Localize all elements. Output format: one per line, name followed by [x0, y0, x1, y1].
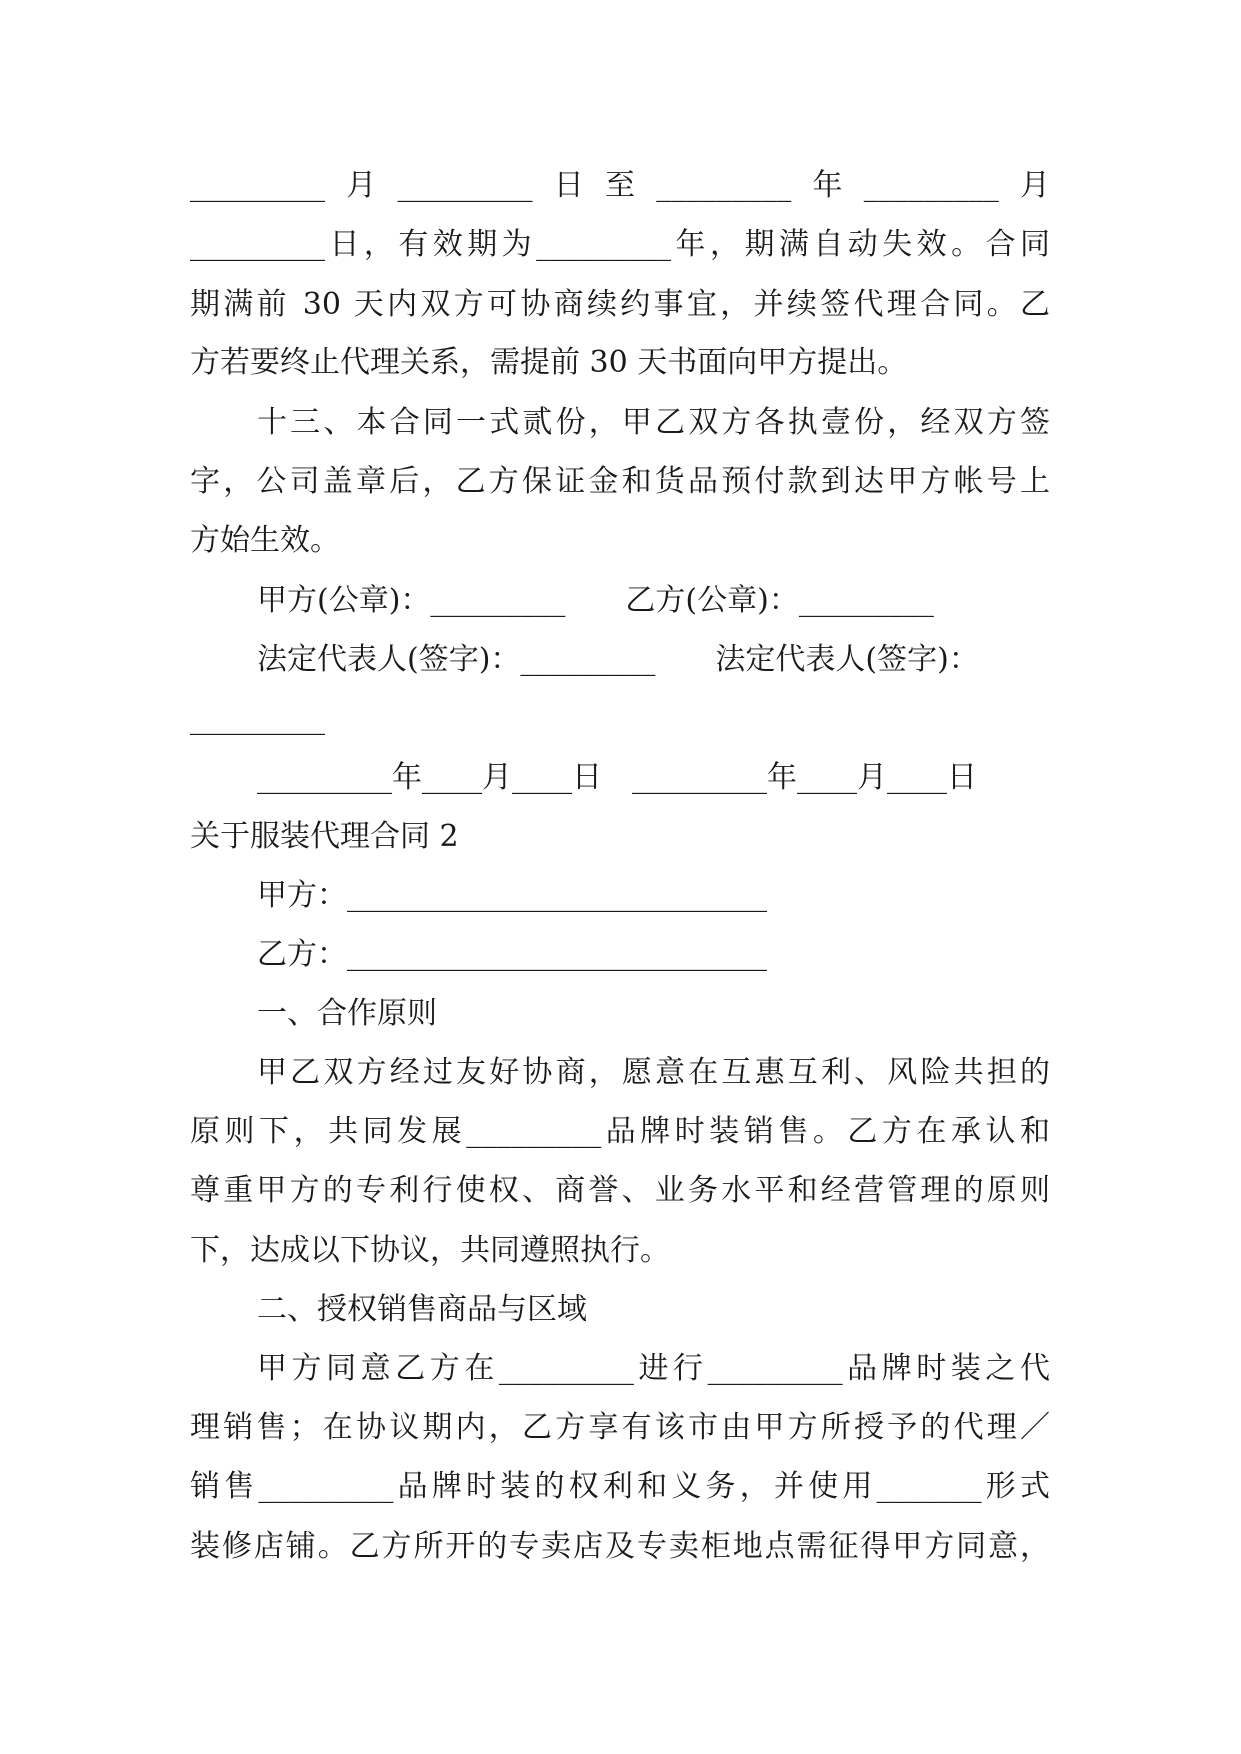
text-line: 方若要终止代理关系，需提前 30 天书面向甲方提出。 [190, 345, 908, 380]
date-line: _________年____月____日 _________年____月____日 [257, 760, 977, 795]
text-line: 甲乙双方经过友好协商，愿意在互惠互利、风险共担的 [257, 1055, 1050, 1090]
clause-heading: 十三、本合同一式贰份，甲乙双方各执壹份，经双方签 [257, 405, 1050, 440]
seal-line: 甲方(公章)：_________ 乙方(公章)：_________ [257, 583, 934, 618]
party-b-line: 乙方：____________________________ [257, 937, 767, 972]
signature-line: 法定代表人(签字)：_________ 法定代表人(签字)： [257, 642, 979, 677]
clause-heading: 二、授权销售商品与区域 [257, 1292, 587, 1327]
signature-blank: _________ [190, 701, 325, 736]
text-line: 期满前 30 天内双方可协商续约事宜，并续签代理合同。乙 [190, 287, 1050, 322]
clause-heading: 一、合作原则 [257, 996, 437, 1031]
text-line: _________月_________日至_________年_________月 [190, 168, 1050, 203]
text-line: 装修店铺。乙方所开的专卖店及专卖柜地点需征得甲方同意， [190, 1529, 1050, 1564]
text-line: _________日，有效期为_________年，期满自动失效。合同 [190, 227, 1050, 262]
party-a-line: 甲方：____________________________ [257, 878, 767, 913]
text-line: 方始生效。 [190, 523, 340, 558]
text-line: 下，达成以下协议，共同遵照执行。 [190, 1233, 670, 1268]
text-line: 甲方同意乙方在_________进行_________品牌时装之代 [257, 1351, 1050, 1386]
text-line: 尊重甲方的专利行使权、商誉、业务水平和经营管理的原则 [190, 1173, 1050, 1208]
text-line: 字，公司盖章后，乙方保证金和货品预付款到达甲方帐号上 [190, 464, 1050, 499]
text-line: 销售_________品牌时装的权利和义务，并使用_______形式 [190, 1469, 1050, 1504]
text-line: 原则下，共同发展_________品牌时装销售。乙方在承认和 [190, 1114, 1050, 1149]
section-title: 关于服装代理合同 2 [190, 819, 459, 854]
text-line: 理销售；在协议期内，乙方享有该市由甲方所授予的代理／ [190, 1410, 1050, 1445]
